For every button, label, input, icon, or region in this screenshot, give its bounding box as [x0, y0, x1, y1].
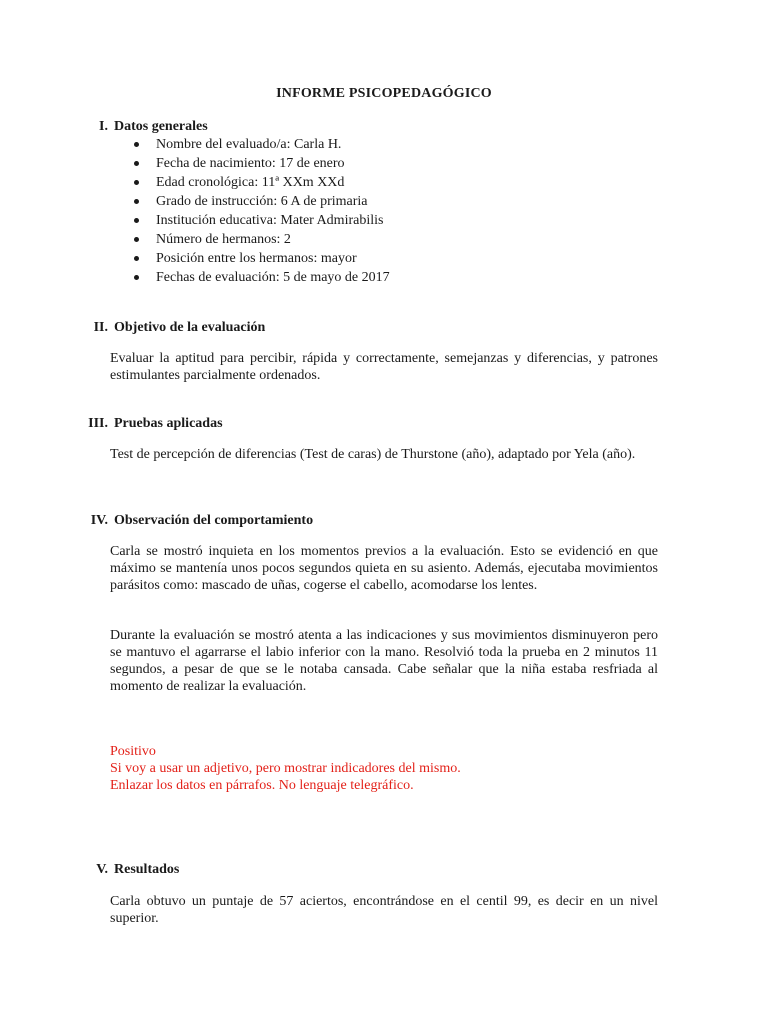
section-number: II. [93, 320, 108, 335]
section-title: Objetivo de la evaluación [114, 320, 266, 335]
list-item: Fechas de evaluación: 5 de mayo de 2017 [132, 268, 390, 287]
section-title: Pruebas aplicadas [114, 416, 223, 431]
list-item: Institución educativa: Mater Admirabilis [132, 211, 390, 230]
observacion-paragraph-2: Durante la evaluación se mostró atenta a las indicaciones y sus movimientos disminuyeron pero se mantuvo el agarrarse el labio inferior con la mano. Resolvió toda la prueba en 2 minutos 11 segundos, a pesar de que se le notaba cansada. Cabe señalar que la niña estaba resfriada al momento de realizar la evaluación. [110, 628, 658, 694]
bullet-icon [134, 199, 139, 204]
section-number: V. [96, 862, 108, 877]
note-line: Enlazar los datos en párrafos. No lenguaje telegráfico. [110, 778, 414, 793]
list-item: Edad cronológica: 11ª XXm XXd [132, 173, 390, 192]
section-title: Resultados [114, 862, 180, 877]
observacion-paragraph-1: Carla se mostró inquieta en los momentos previos a la evaluación. Esto se evidenció en que máximo se mantenía unos pocos segundos quieta en su asiento. Además, ejecutaba movimientos parásitos como: mascado de uñas, cogerse el cabello, acomodarse los lentes. [110, 544, 658, 593]
bullet-icon [134, 161, 139, 166]
section-heading-objetivo [80, 319, 680, 337]
document-title: INFORME PSICOPEDAGÓGICO [276, 86, 492, 101]
section-heading-resultados [80, 861, 680, 879]
section-number: IV. [90, 513, 108, 528]
bullet-icon [134, 142, 139, 147]
datos-generales-list [132, 135, 390, 287]
bullet-icon [134, 275, 139, 280]
note-line: Positivo [110, 744, 156, 759]
reviewer-notes [110, 743, 658, 794]
list-item: Fecha de nacimiento: 17 de enero [132, 154, 390, 173]
list-item: Nombre del evaluado/a: Carla H. [132, 135, 390, 154]
list-item: Grado de instrucción: 6 A de primaria [132, 192, 390, 211]
section-heading-observacion [80, 512, 680, 530]
objetivo-paragraph: Evaluar la aptitud para percibir, rápida y correctamente, semejanzas y diferencias, y patrones estimulantes parcialmente ordenados. [110, 351, 658, 383]
bullet-icon [134, 237, 139, 242]
note-line: Si voy a usar un adjetivo, pero mostrar indicadores del mismo. [110, 761, 461, 776]
section-heading-datos-generales [80, 118, 680, 136]
bullet-icon [134, 180, 139, 185]
section-number: III. [88, 416, 108, 431]
section-title: Datos generales [114, 119, 208, 134]
list-item: Posición entre los hermanos: mayor [132, 249, 390, 268]
bullet-icon [134, 256, 139, 261]
pruebas-paragraph: Test de percepción de diferencias (Test de caras) de Thurstone (año), adaptado por Yela (año). [110, 447, 636, 462]
section-number: I. [99, 119, 108, 134]
bullet-icon [134, 218, 139, 223]
section-heading-pruebas [80, 415, 680, 433]
resultados-paragraph: Carla obtuvo un puntaje de 57 aciertos, encontrándose en el centil 99, es decir en un nivel superior. [110, 894, 658, 926]
list-item: Número de hermanos: 2 [132, 230, 390, 249]
section-title: Observación del comportamiento [114, 513, 314, 528]
